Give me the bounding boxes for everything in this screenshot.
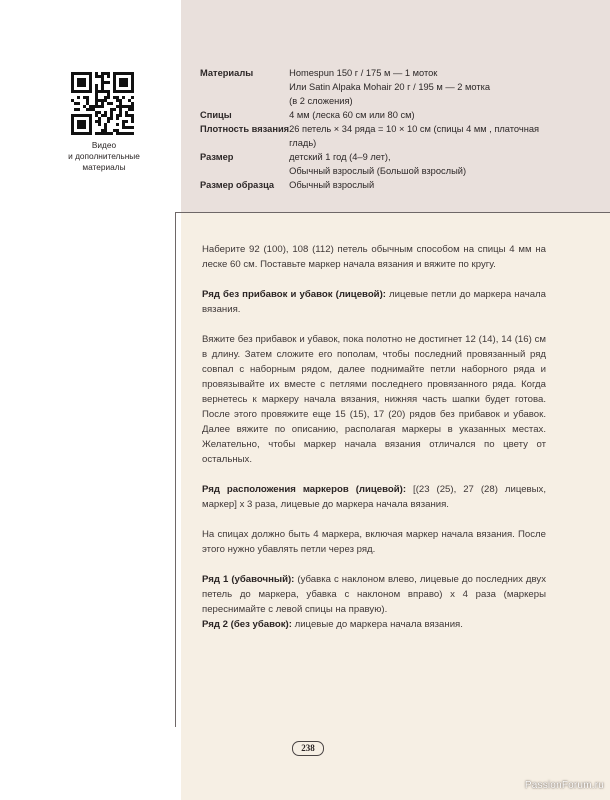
materials-value-line: Или Satin Alpaka Mohair 20 г / 195 м — 2 мотка	[289, 82, 491, 92]
materials-value	[289, 122, 570, 150]
materials-value-line: (в 2 сложения)	[289, 96, 353, 106]
plain-row-heading: Ряд без прибавок и убавок (лицевой):	[202, 289, 386, 300]
paragraph-row-1: Ряд 1 (убавочный): (убавка с наклоном влево, лицевые до последних двух петель до маркера, убавка с наклоном вправо) х 4 раза (маркеры переснимайте с левой спицы на правую).	[202, 574, 547, 615]
instructions-text	[202, 242, 546, 647]
vertical-divider	[175, 212, 176, 727]
paragraph-marker-row: Ряд расположения маркеров (лицевой): [(23 (25), 27 (28) лицевых, маркер] х 3 раза, лицевые до маркера начала вязания.	[202, 484, 546, 510]
marker-row-heading: Ряд расположения маркеров (лицевой):	[202, 484, 407, 495]
page-number: 238	[292, 741, 324, 756]
site-watermark: PassionForum.ru	[524, 780, 604, 791]
materials-value	[289, 66, 570, 108]
materials-label: Плотность вязания	[200, 124, 290, 134]
materials-label: Материалы	[200, 68, 254, 78]
materials-label: Размер образца	[200, 180, 275, 190]
materials-value-line: Обычный взрослый	[289, 180, 375, 190]
materials-value-line: 4 мм (леска 60 см или 80 см)	[289, 110, 415, 120]
paragraph-cast-on: Наберите 92 (100), 108 (112) петель обычным способом на спицы 4 мм на леске 60 см. Поставьте маркер начала вязания и вяжите по кругу.	[202, 244, 546, 270]
materials-table	[200, 66, 570, 192]
row-1-heading: Ряд 1 (убавочный):	[202, 574, 295, 585]
materials-row	[200, 108, 570, 122]
horizontal-divider	[175, 212, 610, 213]
qr-caption-line: материалы	[82, 162, 126, 172]
qr-code-icon[interactable]	[71, 72, 134, 135]
qr-caption	[62, 140, 146, 173]
materials-value-line: детский 1 год (4–9 лет),	[289, 152, 391, 162]
qr-caption-line: и дополнительные	[68, 151, 140, 161]
materials-label: Спицы	[200, 110, 232, 120]
materials-value-line: 26 петель × 34 ряда = 10 × 10 см (спицы 4 мм , платочная	[289, 124, 540, 134]
materials-value-line: Homespun 150 г / 175 м — 1 моток	[289, 68, 438, 78]
materials-row	[200, 66, 570, 108]
materials-value	[289, 108, 570, 122]
row-2-heading: Ряд 2 (без убавок):	[202, 619, 292, 630]
paragraph-brim: Вяжите без прибавок и убавок, пока полотно не достигнет 12 (14), 14 (16) см в длину. Затем сложите его пополам, чтобы последний провязанный ряд совпал с наборным рядом, далее поднимайте петли наборного ряда и провязывайте их вместе с петлями последнего провязанного ряда. Когда вернетесь к маркеру начала вязания, нижняя часть шапки будет готова. После этого провяжите еще 15 (15), 17 (20) рядов без прибавок и убавок. Далее вяжите по описанию, располагая маркеры в указанных местах. Желательно, чтобы маркер начала вязания отличался по цвету от остальных.	[202, 334, 546, 465]
materials-value-line: Обычный взрослый (Большой взрослый)	[289, 166, 467, 176]
materials-row	[200, 150, 570, 178]
materials-value-line: гладь)	[289, 138, 317, 148]
materials-row	[200, 122, 570, 150]
materials-row	[200, 178, 570, 192]
paragraph-plain-row: Ряд без прибавок и убавок (лицевой): лицевые петли до маркера начала вязания.	[202, 289, 546, 315]
paragraph-markers-note: На спицах должно быть 4 маркера, включая маркер начала вязания. После этого нужно убавлять петли через ряд.	[202, 529, 546, 555]
qr-caption-line: Видео	[91, 140, 117, 150]
materials-value	[289, 178, 570, 192]
materials-value	[289, 150, 570, 178]
paragraph-row-2: Ряд 2 (без убавок): лицевые до маркера начала вязания.	[202, 619, 463, 630]
materials-label: Размер	[200, 152, 234, 162]
